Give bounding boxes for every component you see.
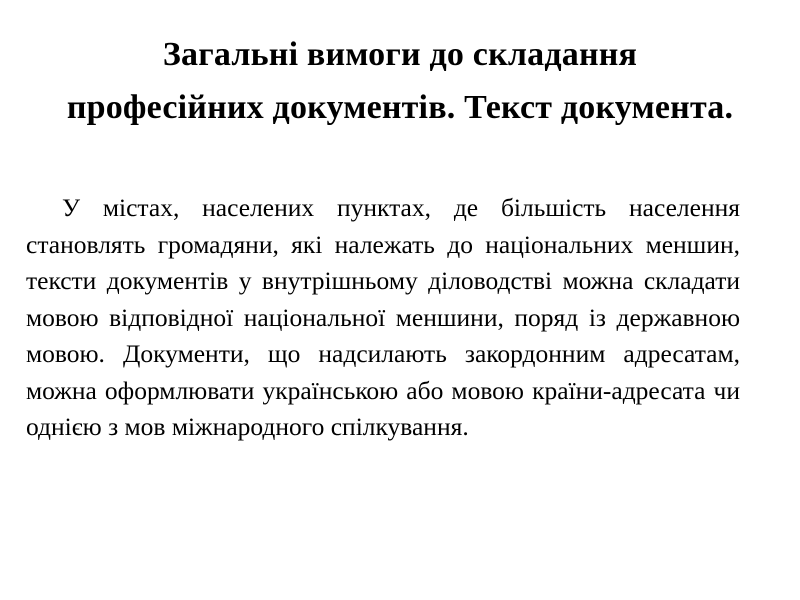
slide-title: Загальні вимоги до складання професійних документів. Текст документа. (66, 36, 734, 126)
slide-body-paragraph: У містах, населених пунктах, де більшість населення становлять громадяни, які належать до національних меншин, тексти документів у внутрішньому діловодстві можна складати мовою відповідної національної меншини, поряд із державною мовою. Документи, що надсилають закордонним адресатам, можна оформлювати українською або мовою країни-адресата чи однією з мов міжнародного спілкування. (26, 193, 740, 441)
